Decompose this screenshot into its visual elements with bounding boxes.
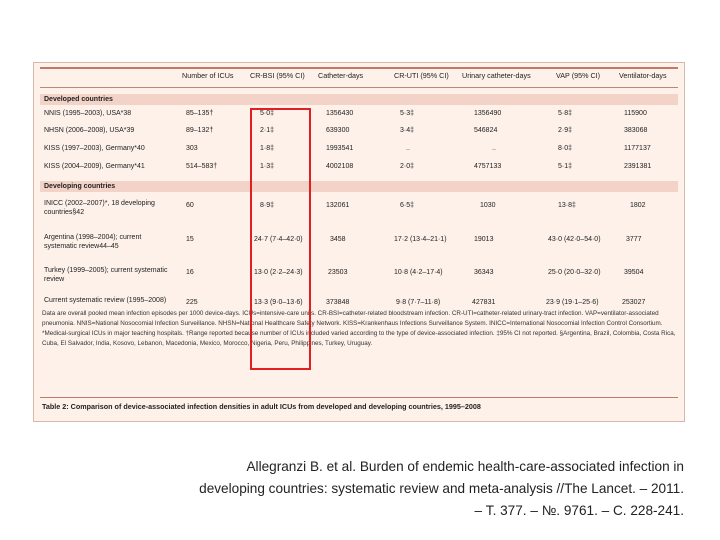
row-cell: 4002108 [326,163,354,170]
row-cell: 1·3‡ [260,163,275,170]
row-cell: 1356430 [326,110,354,117]
row-cell: 132061 [326,202,350,209]
table-image [33,62,685,422]
citation-line-3: – Т. 377. – №. 9761. – С. 228-241. [474,503,684,518]
row-name: Turkey (1999–2005); current systematic review [44,267,168,283]
row-name: KISS (1997–2003), Germany*40 [44,145,145,152]
row-cell: 16 [186,269,194,276]
citation [64,456,684,522]
row-cell: 23503 [328,269,348,276]
section-developed: Developed countries [40,94,678,105]
citation-line-1: Allegranzi B. et al. Burden of endemic health-care-associated infection in [246,459,684,474]
row-cell: 373848 [326,299,350,306]
row-cell: .. [406,145,410,152]
row-name: Argentina (1998–2004); current systematic review44–45 [44,234,142,250]
crbsi-highlight-box [250,108,311,370]
row-cell: 1030 [480,202,496,209]
row-name: KISS (2004–2009), Germany*41 [44,163,145,170]
row-cell: 39504 [624,269,644,276]
row-name: NHSN (2006–2008), USA*39 [44,127,135,134]
header-catheter-days: Catheter-days [318,71,364,80]
row-name: INICC (2002–2007)*, 18 developing countries§42 [44,200,155,216]
header-icus: Number of ICUs [182,71,234,80]
header-vap: VAP (95% CI) [556,71,601,80]
row-cell: 5·1‡ [558,163,573,170]
row-cell: 13·3 (9·0–13·6) [254,299,303,306]
header-urinary-days: Urinary catheter-days [462,71,531,80]
citation-line-2: developing countries: systematic review and meta-analysis //The Lancet. – 2011. [199,481,684,496]
row-cell: 6·5‡ [400,202,415,209]
row-cell: 23·9 (19·1–25·6) [546,299,599,306]
row-cell: 36343 [474,269,494,276]
row-cell: 3·4‡ [400,127,415,134]
row-cell: 8·0‡ [558,145,573,152]
row-cell: 115900 [624,110,647,117]
row-cell: 5·8‡ [558,110,573,117]
row-cell: 25·0 (20·0–32·0) [548,269,601,276]
row-cell: 15 [186,236,194,243]
row-name: Current systematic review (1995–2008) [44,297,167,304]
row-cell: 85–135† [186,110,214,117]
row-cell: 24·7 (7·4–42·0) [254,236,303,243]
row-cell: 514–583† [186,163,218,170]
header-ventilator-days: Ventilator-days [619,71,667,80]
header-crbsi: CR-BSI (95% CI) [250,71,305,80]
row-name: NNIS (1995–2003), USA*38 [44,110,132,117]
row-cell: 19013 [474,236,494,243]
row-cell: 2·1‡ [260,127,275,134]
header-cruti: CR-UTI (95% CI) [394,71,449,80]
row-cell: 10·8 (4·2–17·4) [394,269,443,276]
row-cell: 383068 [624,127,648,134]
row-cell: 8·9‡ [260,202,275,209]
header-rule [40,87,678,88]
caption-rule [40,397,678,398]
row-cell: 225 [186,299,198,306]
row-cell: 3458 [330,236,346,243]
row-cell: 60 [186,202,194,209]
table-caption: Table 2: Comparison of device-associated infection densities in adult ICUs from developed and developing countries, 1995–2008 [42,402,481,411]
row-cell: 9·8 (7·7–11·8) [396,299,441,306]
row-cell: .. [492,145,496,152]
row-cell: 2·0‡ [400,163,415,170]
row-cell: 89–132† [186,127,214,134]
row-cell: 1·8‡ [260,145,275,152]
row-cell: 4757133 [474,163,502,170]
row-cell: 17·2 (13·4–21·1) [394,236,447,243]
section-developing: Developing countries [40,181,678,192]
row-cell: 427831 [472,299,496,306]
row-cell: 13·0 (2·2–24·3) [254,269,303,276]
row-cell: 1356490 [474,110,502,117]
row-cell: 43·0 (42·0–54·0) [548,236,601,243]
row-cell: 5·3‡ [400,110,415,117]
table-footnote: Data are overall pooled mean infection episodes per 1000 device-days. ICUs=intensive-care units. CR-BSI=catheter-related bloodstream infection. CR-UTI=catheter-related urinary-tract infection. VAP=ventilator-associated pneumonia. NNIS=National Nosocomial Infection Surveillance. NHSN=National Healthcare Safety Network. KISS=Krankenhaus Infections Surveillance System. INICC=International Nosocomial Infection Control Consortium. *Medical-surgical ICUs in major teaching hospitals. †Range reported because number of ICUs included varied according to the type of device-associated infection. ‡95% CI not reported. §Argentina, Brazil, Colombia, Costa Rica, Cuba, El Salvador, India, Kosovo, Lebanon, Macedonia, Mexico, Morocco, Nigeria, Peru, Philippines, Turkey, Uruguay. [42,310,676,347]
row-cell: 13·8‡ [558,202,576,209]
row-cell: 2391381 [624,163,652,170]
row-cell: 639300 [326,127,350,134]
row-cell: 303 [186,145,198,152]
row-cell: 253027 [622,299,646,306]
row-cell: 1802 [630,202,646,209]
table-top-rule [40,67,678,69]
row-cell: 5·0‡ [260,110,275,117]
row-cell: 3777 [626,236,642,243]
row-cell: 2·9‡ [558,127,573,134]
row-cell: 1993541 [326,145,354,152]
row-cell: 1177137 [624,145,651,152]
row-cell: 546824 [474,127,498,134]
